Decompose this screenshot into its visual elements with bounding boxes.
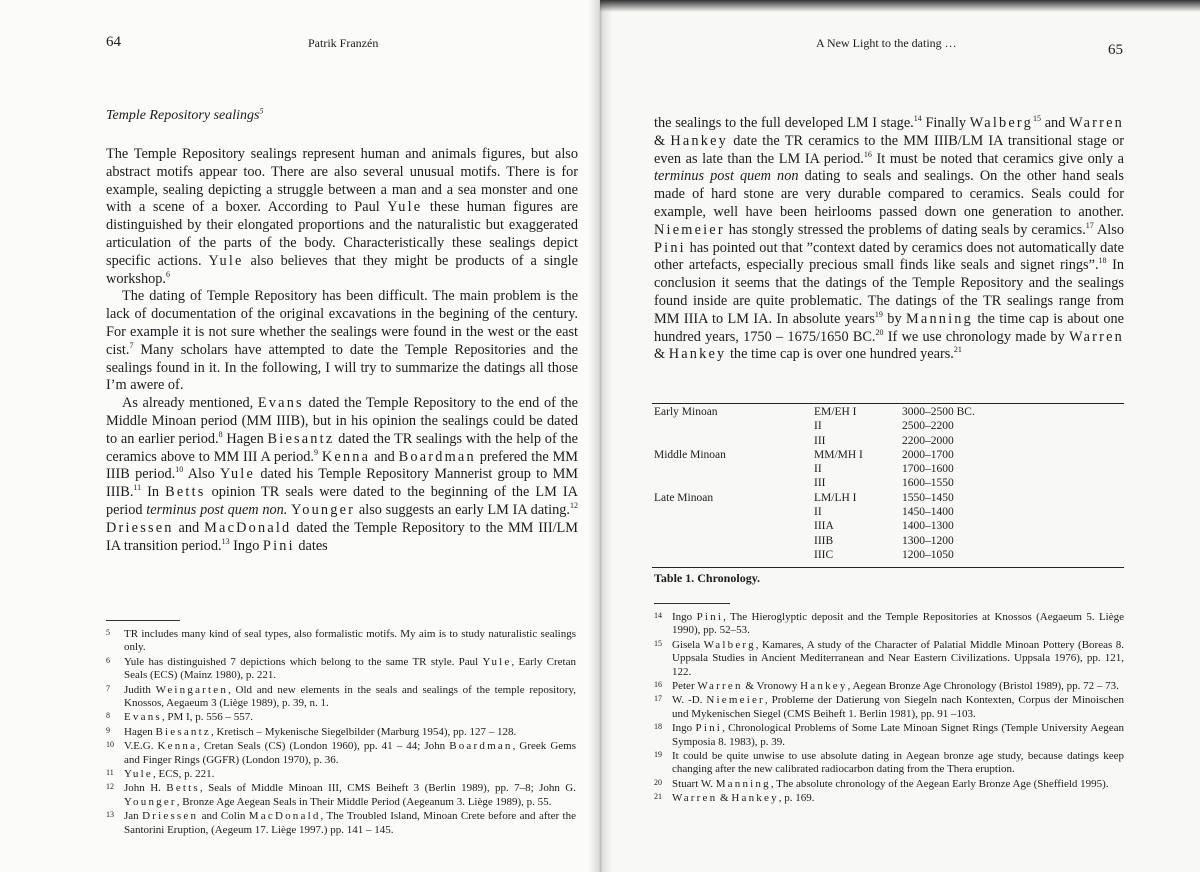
table-row bbox=[654, 435, 1124, 449]
footnote-rule bbox=[106, 620, 180, 621]
author-name: Hankey bbox=[731, 792, 779, 805]
date-cell: 2000–1700 bbox=[902, 448, 954, 461]
footnote bbox=[654, 611, 1124, 638]
table-row bbox=[654, 477, 1124, 491]
footnote-number: 20 bbox=[654, 777, 662, 787]
footnote bbox=[654, 792, 1124, 805]
text-run: dated the Temple Repository to the end of the Middle Minoan period (MM IIIB), but in his opinion the sealings could be dated to an earlier period. bbox=[106, 395, 578, 447]
footnote-number: 10 bbox=[106, 740, 114, 750]
author-name: Hankey bbox=[668, 346, 727, 363]
text-run: V.E.G. bbox=[124, 740, 158, 753]
text-run: dated the Temple Repository to the MM III/LM IA transition period. bbox=[106, 519, 578, 554]
date-cell: 1400–1300 bbox=[902, 520, 954, 533]
footnote-number: 16 bbox=[654, 680, 662, 690]
text-run: Many scholars have attempted to date the Temple Repositories and the sealings found in it. In the following, I will try to summarize the datings all those I’m awere of. bbox=[106, 341, 578, 394]
text-run: and bbox=[1040, 115, 1070, 131]
footnote bbox=[654, 722, 1124, 749]
text-run: these human figures are distinguished by their elongated proportions and the naturalistic but exaggerated articulation of the parts of the body. Characteristically these sealings depict specific actions. bbox=[106, 199, 578, 269]
text-run: TR includes many kind of seal types, also formalistic motifs. My aim is to study naturalistic sealings only. bbox=[124, 628, 576, 654]
footnote-number: 17 bbox=[654, 694, 662, 704]
footnote bbox=[106, 810, 576, 837]
text-run: Peter bbox=[672, 680, 698, 693]
author-name: Niemeier bbox=[706, 694, 765, 707]
text-run: Also bbox=[1093, 221, 1124, 238]
page-number: 64 bbox=[106, 34, 121, 50]
text-run: dating to seals and sealings. On the other hand seals made of hard stone are very durable compared to ceramics. Seals could for example, well have been heirlooms passed down one generation to another. bbox=[654, 168, 1124, 220]
footnote-number: 12 bbox=[106, 782, 114, 792]
text-run: , The Troubled Island, Minoan Crete before and after the Santorini Eruption, (Aegeum 17. Liège 1997.) pp. 141 – 145. bbox=[124, 810, 576, 836]
right-footnotes bbox=[654, 611, 1124, 807]
author-name: Yule bbox=[220, 466, 256, 483]
text-run: & bbox=[717, 792, 732, 805]
footnote bbox=[654, 778, 1124, 791]
phase-cell: II bbox=[814, 463, 822, 476]
phase-cell: IIIB bbox=[814, 534, 834, 547]
footnote bbox=[106, 726, 576, 739]
text-run: dates bbox=[294, 537, 328, 554]
author-name: Driessen bbox=[106, 519, 174, 536]
footnote bbox=[106, 656, 576, 683]
author-name: Pini bbox=[695, 722, 723, 735]
author-name: Kenna bbox=[157, 740, 198, 753]
author-name: Pini bbox=[262, 537, 295, 554]
section-title-text: Temple Repository sealings bbox=[106, 108, 260, 123]
text-run: If we use chronology made by bbox=[883, 328, 1070, 345]
phase-cell: LM/LH I bbox=[814, 491, 857, 504]
table-row bbox=[654, 420, 1124, 434]
text-run: , p. 169. bbox=[778, 792, 815, 805]
chronology-table bbox=[654, 406, 1124, 563]
text-run: Gisela bbox=[672, 638, 704, 651]
text-run: has pointed out that ”context dated by ceramics does not automatically date other artefacts, especially precious small finds like seals and signet rings”. bbox=[654, 239, 1124, 274]
text-run: , Cretan Seals (CS) (London 1960), pp. 41 – 44; John bbox=[197, 740, 450, 753]
footnote bbox=[106, 711, 576, 724]
author-name: Yule bbox=[208, 252, 244, 269]
phase-cell: II bbox=[814, 420, 822, 433]
text-run: , Seals of Middle Minoan III, CMS Beiheft 3 (Berlin 1989), pp. 7–8; John G. bbox=[199, 782, 576, 795]
text-run: also believes that they might be products of a single workshop. bbox=[106, 252, 578, 287]
footnote bbox=[106, 628, 576, 655]
text-run: and bbox=[370, 448, 399, 465]
footnote-number: 13 bbox=[106, 810, 114, 820]
text-run: It must be noted that ceramics give only a bbox=[871, 150, 1124, 167]
left-body-text bbox=[106, 146, 578, 555]
author-name: Warren bbox=[1069, 328, 1124, 345]
table-row bbox=[654, 492, 1124, 506]
author-name: Pini bbox=[654, 239, 686, 256]
text-run: The Temple Repository sealings represent human and animals figures, but also abstract motifs appear too. There are also several unusual motifs. There is for example, sealing depicting a struggle between a man and a sea monster and one with a scene of a boxer. According to Paul bbox=[106, 146, 578, 216]
author-name: Boardman bbox=[449, 740, 513, 753]
author-name: Betts bbox=[166, 782, 200, 795]
footnote-number: 8 bbox=[106, 711, 110, 721]
footnote-ref: 13 bbox=[221, 536, 230, 546]
paragraph bbox=[106, 146, 578, 288]
text-run: , Old and new elements in the seals and sealings of the temple repository, Knossos, Aegaeum 3 (Liège 1989), p. 39, n. 1. bbox=[124, 683, 576, 710]
author-name: Yule bbox=[387, 199, 423, 216]
footnote-number: 18 bbox=[654, 722, 662, 732]
text-run: Also bbox=[183, 466, 221, 483]
date-cell: 2200–2000 bbox=[902, 434, 954, 447]
phase-cell: EM/EH I bbox=[814, 406, 857, 418]
text-run: W. -D. bbox=[672, 694, 707, 707]
footnote-ref: 14 bbox=[913, 114, 922, 124]
text-run: the time cap is about one hundred years, 1750 – 1675/1650 BC. bbox=[654, 310, 1124, 345]
section-title-note: 5 bbox=[259, 106, 264, 116]
author-name: MacDonald bbox=[204, 519, 292, 536]
table-row bbox=[654, 406, 1124, 420]
text-run: Ingo bbox=[672, 722, 696, 735]
text-run: , The absolute chronology of the Aegean Early Bronze Age (Sheffield 1995). bbox=[770, 777, 1109, 790]
footnote-ref: 9 bbox=[313, 447, 318, 457]
phase-cell: MM/MH I bbox=[814, 448, 863, 461]
author-name: Kenna bbox=[321, 448, 371, 465]
footnote-number: 21 bbox=[654, 792, 662, 802]
footnote bbox=[654, 694, 1124, 721]
period-cell: Late Minoan bbox=[654, 491, 714, 504]
table-top-rule bbox=[652, 403, 1124, 404]
text-run: Hagen bbox=[222, 430, 268, 447]
text-run: has stongly stressed the problems of dating seals by ceramics. bbox=[724, 221, 1086, 238]
footnote-ref: 16 bbox=[863, 149, 872, 159]
author-name: Warren bbox=[1069, 115, 1124, 131]
text-run: , Aegean Bronze Age Chronology (Bristol 1989), pp. 72 – 73. bbox=[847, 680, 1119, 693]
author-name: Younger bbox=[291, 501, 356, 518]
italic-phrase: terminus post quem non. bbox=[146, 501, 288, 518]
text-run: , Kamares, A study of the Character of Palatial Middle Minoan Pottery (Boreas 8. Uppsala Studies in Ancient Mediterranean and Near Eastern Civilizations. Uppsala 1976), pp. 121, 122. bbox=[672, 638, 1124, 678]
phase-cell: III bbox=[814, 434, 826, 447]
text-run: , ECS, p. 221. bbox=[152, 768, 215, 781]
footnote bbox=[654, 750, 1124, 777]
author-name: Biesantz bbox=[267, 430, 335, 447]
left-footnotes bbox=[106, 628, 576, 838]
italic-phrase: terminus post quem non bbox=[654, 168, 799, 185]
text-run: Finally bbox=[921, 115, 970, 131]
footnote-ref: 17 bbox=[1085, 221, 1094, 231]
text-run: by bbox=[882, 310, 906, 327]
footnote bbox=[654, 639, 1124, 679]
text-run: and bbox=[173, 519, 205, 536]
running-head: A New Light to the dating … bbox=[816, 36, 957, 50]
footnote-number: 7 bbox=[106, 683, 110, 693]
phase-cell: IIIA bbox=[814, 520, 834, 533]
text-run: & bbox=[654, 346, 669, 363]
phase-cell: III bbox=[814, 477, 826, 490]
author-name: Evans bbox=[124, 711, 162, 724]
text-run: & bbox=[654, 132, 671, 149]
table-row bbox=[654, 535, 1124, 549]
table-row bbox=[654, 449, 1124, 463]
text-run: In conclusion it seems that the datings of the Temple Repository and the sealings found inside are quite problematic. The datings of the TR sealings range from MM IIIA to LM IA. In absolute years bbox=[654, 257, 1125, 327]
footnote bbox=[106, 768, 576, 781]
text-run: , Greek Gems and Finger Rings (GGFR) (London 1970), p. 36. bbox=[124, 740, 576, 766]
table-row bbox=[654, 506, 1124, 520]
gutter-shadow bbox=[588, 0, 612, 872]
author-name: Niemeier bbox=[654, 221, 725, 238]
text-run: also suggests an early LM IA dating. bbox=[355, 501, 570, 518]
right-body-text bbox=[654, 115, 1124, 364]
text-run: date the TR ceramics to the MM IIIB/LM IA transitional stage or even as late than the LM IA period. bbox=[654, 132, 1124, 167]
author-name: Manning bbox=[715, 777, 771, 790]
footnote-ref: 7 bbox=[129, 341, 134, 350]
date-cell: 1600–1550 bbox=[902, 477, 954, 490]
text-run: the sealings to the full developed LM I stage. bbox=[654, 115, 914, 131]
footnote-number: 6 bbox=[106, 655, 110, 665]
text-run: and Colin bbox=[198, 810, 249, 823]
text-run: prefered the MM IIIB period. bbox=[106, 448, 579, 483]
table-row bbox=[654, 549, 1124, 563]
text-run: As already mentioned, bbox=[122, 395, 258, 412]
text-run: Ingo bbox=[229, 537, 263, 554]
date-cell: 1550–1450 bbox=[902, 491, 954, 504]
text-run: , Early Cretan Seals (ECS) (Mainz 1980), p. 221. bbox=[124, 655, 576, 682]
text-run: Ingo bbox=[672, 611, 697, 623]
author-name: Warren bbox=[672, 792, 718, 805]
author-name: Pini bbox=[696, 611, 724, 623]
text-run: , Kretisch – Mykenische Siegelbilder (Marburg 1954), pp. 127 – 128. bbox=[210, 725, 517, 738]
footnote-ref: 10 bbox=[175, 465, 184, 475]
text-run: , Chronological Problems of Some Late Minoan Signet Rings (Temple University Aegean Symposia 8. 1983), p. 39. bbox=[672, 722, 1124, 748]
author-name: Walberg bbox=[969, 115, 1033, 131]
text-run: opinion TR seals were dated to the beginning of the LM IA period bbox=[106, 484, 578, 518]
author-name: Weingarten bbox=[155, 683, 229, 696]
text-run: , Probleme der Datierung von Siegeln nach Kontexten, Corpus der Minoischen und Mykenischen Siegel (CMS Beiheft 1. Berlin 1981), pp. 91 –103. bbox=[672, 694, 1124, 720]
text-run: the time cap is over one hundred years. bbox=[726, 346, 954, 363]
author-name: Manning bbox=[905, 310, 974, 327]
author-name: Younger bbox=[124, 795, 177, 808]
author-name: Driessen bbox=[142, 810, 199, 823]
text-run: Hagen bbox=[124, 725, 156, 738]
footnote-number: 11 bbox=[106, 768, 114, 778]
table-row bbox=[654, 463, 1124, 477]
date-cell: 1200–1050 bbox=[902, 548, 954, 561]
text-run: Jan bbox=[124, 810, 143, 823]
footnote bbox=[654, 680, 1124, 693]
paragraph bbox=[106, 288, 578, 395]
author-name: Boardman bbox=[398, 448, 476, 465]
phase-cell: IIIC bbox=[814, 548, 834, 561]
author-name: Evans bbox=[257, 395, 304, 412]
author-name: Hankey bbox=[800, 680, 848, 693]
date-cell: 2500–2200 bbox=[902, 420, 954, 433]
page-number: 65 bbox=[1108, 42, 1123, 58]
author-name: Hankey bbox=[670, 132, 729, 149]
text-run: & Vronowy bbox=[742, 680, 801, 693]
footnote-ref: 21 bbox=[953, 345, 962, 355]
text-run: , PM I, p. 556 – 557. bbox=[161, 711, 253, 724]
running-head: Patrik Franzén bbox=[308, 36, 379, 50]
text-run: In bbox=[141, 484, 166, 501]
text-run: dated his Temple Repository Mannerist group to MM IIIB. bbox=[106, 466, 578, 501]
paragraph bbox=[106, 395, 578, 555]
footnote-number: 5 bbox=[106, 628, 110, 637]
period-cell: Middle Minoan bbox=[654, 448, 726, 461]
text-run: , The Hieroglyptic deposit and the Temple Repositories at Knossos (Aegaeum 5. Liège 1990), pp. 52–53. bbox=[672, 611, 1125, 637]
author-name: Yule bbox=[482, 655, 512, 668]
footnote-ref: 11 bbox=[133, 483, 142, 493]
author-name: Betts bbox=[165, 484, 206, 501]
footnote-rule bbox=[654, 603, 730, 604]
footnote-ref: 8 bbox=[218, 429, 223, 439]
footnote-number: 15 bbox=[654, 638, 662, 648]
footnote bbox=[106, 782, 576, 809]
author-name: Warren bbox=[697, 680, 743, 693]
footnote-number: 9 bbox=[106, 725, 110, 735]
footnote-ref: 19 bbox=[874, 310, 883, 319]
paragraph bbox=[654, 115, 1124, 364]
table-caption: Table 1. Chronology. bbox=[654, 571, 761, 585]
date-cell: 1300–1200 bbox=[902, 534, 954, 547]
date-cell: 1450–1400 bbox=[902, 506, 954, 519]
footnote-ref: 6 bbox=[165, 269, 170, 279]
table-row bbox=[654, 520, 1124, 534]
date-cell: 1700–1600 bbox=[902, 463, 954, 476]
text-run: The dating of Temple Repository has been difficult. The main problem is the lack of documentation of the original excavations in the begining of the century. For example it is not sure whether the sealings were found in the west or the east cist. bbox=[106, 288, 578, 358]
author-name: Biesantz bbox=[155, 725, 211, 738]
footnote-ref: 15 bbox=[1032, 114, 1041, 124]
section-title bbox=[106, 108, 263, 124]
footnote-ref: 20 bbox=[875, 327, 884, 337]
footnote bbox=[106, 740, 576, 767]
footnote-ref: 12 bbox=[570, 501, 578, 511]
author-name: Yule bbox=[124, 768, 153, 781]
footnote-number: 19 bbox=[654, 750, 662, 760]
text-run: Judith bbox=[124, 683, 156, 696]
page-edge-shadow bbox=[600, 0, 1200, 12]
text-run: It could be quite unwise to use absolute dating in Aegean bronze age study, because datings keep changing after the new calibrated radiocarbon dating from the Thera eruption. bbox=[672, 750, 1124, 776]
table-bottom-rule bbox=[652, 567, 1124, 568]
text-run: Yule has distinguished 7 depictions which belong to the same TR style. Paul bbox=[124, 655, 483, 668]
author-name: MacDonald bbox=[248, 810, 321, 823]
footnote-ref: 18 bbox=[1098, 256, 1107, 266]
period-cell: Early Minoan bbox=[654, 406, 718, 418]
footnote bbox=[106, 684, 576, 711]
text-run: Stuart W. bbox=[672, 777, 716, 790]
author-name: Walberg bbox=[703, 638, 756, 651]
footnote-number: 14 bbox=[654, 611, 662, 620]
text-run: , Bronze Age Aegean Seals in Their Middle Period (Aegeanum 3. Liège 1989), p. 55. bbox=[176, 795, 552, 808]
phase-cell: II bbox=[814, 506, 822, 519]
text-run: dated the TR sealings with the help of the ceramics above to MM III A period. bbox=[106, 430, 578, 465]
date-cell: 3000–2500 BC. bbox=[902, 406, 975, 418]
text-run: John H. bbox=[124, 782, 167, 795]
